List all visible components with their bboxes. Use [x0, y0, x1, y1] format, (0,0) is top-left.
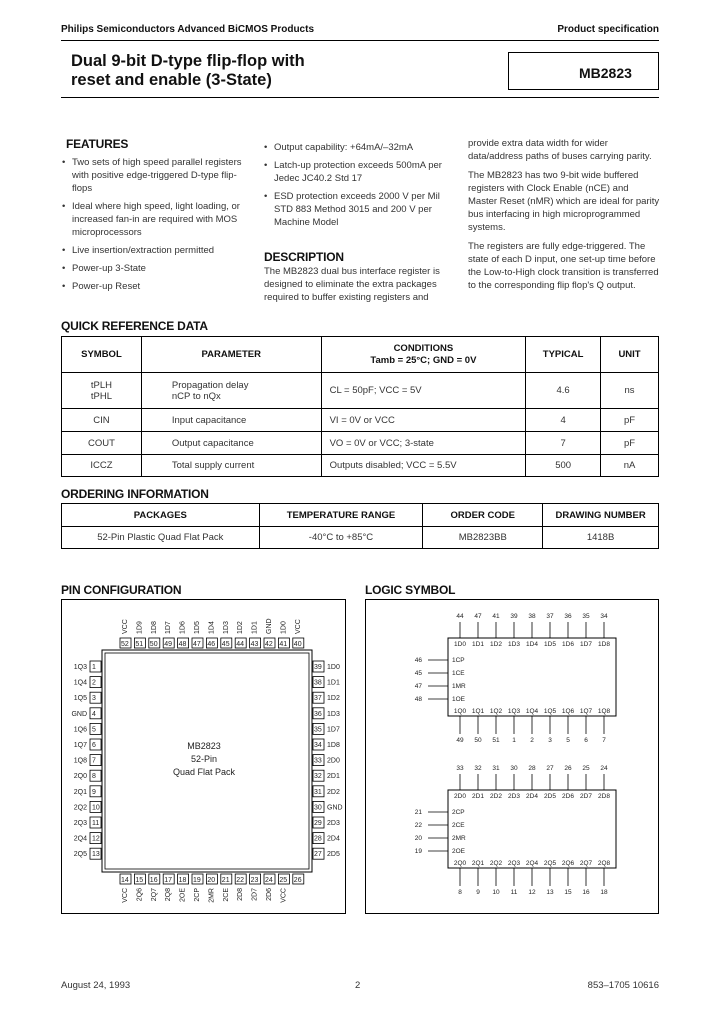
col-packages: PACKAGES: [62, 504, 260, 527]
pin-name: 1D0: [280, 621, 288, 634]
description-p2: provide extra data width for wider data/address paths of buses carrying parity.: [468, 138, 652, 162]
pin-name: 2Q4: [73, 835, 87, 843]
header-rule: [61, 40, 659, 41]
pin-name: 2D5: [327, 851, 340, 859]
pin-number: 6: [92, 742, 96, 749]
cell-cond: Outputs disabled; VCC = 5.5V: [321, 455, 526, 477]
output-label: 2Q4: [525, 860, 539, 867]
pin-number: 3: [92, 695, 96, 703]
pin-number: 26: [564, 765, 572, 772]
pin-number: 20: [414, 835, 422, 842]
pin-name: 2CP: [194, 888, 201, 902]
pin-number: 52: [121, 641, 129, 648]
output-label: 1Q8: [597, 708, 611, 715]
pin-number: 1: [512, 737, 516, 744]
pin-name: 1D6: [179, 621, 187, 634]
pin-number: 22: [236, 877, 244, 884]
output-label: 1Q5: [543, 708, 557, 715]
control-label: 2MR: [452, 835, 466, 842]
description-heading: DESCRIPTION: [264, 250, 344, 264]
cell-param: Total supply current: [141, 455, 321, 477]
pin-name: 2D1: [327, 773, 340, 781]
pin-number: 50: [474, 737, 482, 744]
pin-number: 33: [456, 765, 464, 772]
pin-number: 16: [582, 889, 590, 896]
pin-name: VCC: [122, 888, 129, 903]
page-title: Dual 9-bit D-type flip-flop with reset and enable (3-State): [71, 52, 305, 89]
table-row: [62, 527, 659, 549]
cell-temp: -40°C to +85°C: [259, 527, 423, 549]
cell-package: 52-Pin Plastic Quad Flat Pack: [62, 527, 260, 549]
table-row: [62, 455, 659, 477]
description-p1: The MB2823 dual bus interface register is designed to eliminate the extra packages required to buffer existing registers and: [264, 266, 440, 303]
pin-number: 48: [178, 641, 187, 648]
part-number: MB2823: [579, 65, 632, 81]
pin-name: 2CE: [222, 888, 230, 902]
pin-number: 4: [92, 710, 96, 718]
quick-ref-table: [61, 336, 659, 477]
pin-number: 35: [314, 726, 322, 734]
pin-number: 10: [92, 804, 100, 812]
pin-number: 44: [456, 613, 464, 620]
pin-name: 1D0: [327, 664, 340, 671]
pin-number: 11: [92, 820, 100, 827]
feature-item: • ESD protection exceeds 2000 V per Mil STD 883 Method 3015 and 200 V per Machine Model: [264, 190, 454, 229]
output-label: 2Q2: [489, 860, 503, 867]
register-2-block: [448, 790, 616, 868]
cell-typ: 4.6: [526, 373, 601, 409]
pin-number: 37: [546, 613, 554, 620]
pin-number: 33: [314, 757, 322, 765]
pin-number: 44: [236, 641, 244, 648]
pin-name: 1D2: [327, 695, 340, 703]
input-label: 2D2: [490, 793, 502, 800]
pin-number: 16: [149, 877, 158, 884]
pin-number: 31: [492, 765, 500, 772]
feature-item: • Power-up 3-State: [62, 262, 247, 275]
pin-number: 9: [92, 788, 96, 796]
pin-name: 2Q6: [136, 888, 144, 902]
input-label: 2D7: [580, 793, 592, 800]
cell-param: Output capacitance: [141, 432, 321, 455]
features-heading: FEATURES: [66, 137, 129, 151]
pin-number: 36: [314, 710, 322, 718]
pin-number: 12: [528, 889, 536, 896]
pin-config-diagram: [62, 600, 347, 915]
pin-name: 1Q8: [73, 757, 87, 765]
col-drawing-number: DRAWING NUMBER: [543, 504, 659, 527]
pin-name: 1D3: [327, 710, 340, 718]
input-label: 1D0: [454, 641, 466, 648]
register-1-block: [448, 638, 616, 716]
pin-name: GND: [266, 618, 273, 634]
output-label: 2Q5: [543, 860, 557, 867]
pin-number: 23: [250, 877, 259, 884]
pin-number: 21: [414, 809, 422, 816]
pin-number: 14: [121, 877, 129, 884]
output-label: 2Q0: [453, 860, 467, 867]
pin-number: 3: [548, 737, 552, 744]
output-label: 1Q3: [507, 708, 521, 715]
features-list-2: [264, 141, 454, 234]
control-label: 1OE: [452, 696, 466, 703]
pin-number: 18: [178, 877, 187, 884]
footer-page: 2: [355, 980, 361, 991]
cell-cond: VI = 0V or VCC: [321, 409, 526, 432]
pin-number: 51: [135, 641, 144, 648]
pin-name: 1Q3: [73, 664, 87, 671]
feature-item: • Output capability: +64mA/–32mA: [264, 141, 454, 154]
output-label: 1Q0: [453, 708, 467, 715]
pin-name: 2D7: [251, 888, 259, 901]
company-name: Philips Semiconductors Advanced BiCMOS Products: [61, 24, 315, 35]
pin-name: 1Q5: [73, 695, 87, 703]
control-label: 2CE: [452, 822, 465, 829]
pin-number: 17: [164, 877, 172, 884]
input-label: 2D0: [454, 793, 466, 800]
pin-number: 35: [582, 613, 590, 620]
pin-number: 25: [582, 765, 590, 772]
cell-unit: nA: [601, 455, 659, 477]
feature-item: • Two sets of high speed parallel registers with positive edge-triggered D-type flip-flops: [62, 156, 247, 195]
chip-label: Quad Flat Pack: [172, 767, 236, 777]
cell-symbol: ICCZ: [62, 455, 142, 477]
cell-typ: 500: [526, 455, 601, 477]
pin-number: 46: [414, 657, 422, 664]
pin-number: 9: [476, 889, 480, 896]
input-label: 2D3: [508, 793, 520, 800]
pin-number: 32: [314, 773, 322, 781]
feature-item: • Live insertion/extraction permitted: [62, 244, 247, 257]
pin-number: 5: [92, 726, 96, 734]
document-type: Product specification: [557, 24, 659, 35]
pin-number: 19: [414, 848, 422, 855]
pin-number: 49: [456, 737, 464, 744]
pin-name: GND: [71, 710, 87, 718]
pin-config-heading: PIN CONFIGURATION: [61, 583, 182, 597]
input-label: 2D5: [544, 793, 556, 800]
pin-number: 2: [92, 679, 96, 687]
cell-unit: ns: [601, 373, 659, 409]
logic-symbol-diagram: [366, 600, 660, 915]
pin-number: 10: [492, 889, 500, 896]
pin-name: 1D8: [327, 742, 340, 749]
pin-name: 1D2: [237, 621, 245, 634]
cell-drawing: 1418B: [543, 527, 659, 549]
pin-name: 2Q2: [73, 804, 87, 812]
output-label: 2Q1: [471, 860, 485, 867]
pin-number: 39: [510, 613, 518, 620]
pin-number: 30: [510, 765, 518, 772]
pin-name: 1Q4: [73, 679, 87, 687]
pin-name: 1D3: [222, 621, 230, 634]
description-p3: The MB2823 has two 9-bit wide buffered registers with Clock Enable (nCE) and Master Reset (nMR) which are ideal for parity bus interfacing in high microprogrammed systems.: [468, 170, 660, 233]
logic-symbol-figure: [365, 599, 659, 914]
feature-item: • Power-up Reset: [62, 280, 247, 293]
pin-number: 27: [314, 851, 322, 859]
cell-code: MB2823BB: [423, 527, 543, 549]
cell-typ: 7: [526, 432, 601, 455]
features-list: [62, 156, 247, 298]
table-row: [62, 432, 659, 455]
pin-number: 1: [92, 664, 96, 671]
footer-date: August 24, 1993: [61, 980, 131, 991]
pin-number: 7: [602, 737, 606, 744]
footer-code: 853–1705 10616: [587, 980, 659, 991]
pin-name: 1D1: [251, 621, 259, 634]
input-label: 1D8: [598, 641, 610, 648]
cell-symbol: COUT: [62, 432, 142, 455]
control-label: 1CE: [452, 670, 465, 677]
pin-number: 22: [414, 822, 422, 829]
pin-name: 2D6: [266, 888, 273, 901]
pin-name: 1Q6: [73, 726, 87, 734]
input-label: 1D2: [490, 641, 502, 648]
pin-name: 1D1: [327, 679, 340, 687]
chip-label: MB2823: [187, 741, 221, 751]
logic-symbol-heading: LOGIC SYMBOL: [365, 583, 456, 597]
pin-number: 49: [164, 641, 172, 648]
pin-number: 38: [314, 679, 322, 687]
output-label: 1Q4: [525, 708, 539, 715]
pin-name: 2Q5: [73, 851, 87, 859]
pin-name: VCC: [122, 619, 129, 634]
pin-name: 1D7: [327, 726, 340, 734]
pin-number: 31: [314, 788, 322, 796]
pin-name: 2D4: [327, 835, 340, 843]
pin-number: 51: [492, 737, 500, 744]
pin-name: 2Q0: [73, 773, 87, 781]
pin-number: 48: [414, 696, 422, 703]
pin-number: 41: [279, 641, 288, 648]
ordering-table: [61, 503, 659, 549]
control-label: 2OE: [452, 848, 466, 855]
pin-number: 38: [528, 613, 536, 620]
output-label: 1Q7: [579, 708, 593, 715]
pin-number: 47: [414, 683, 422, 690]
pin-number: 2: [530, 737, 534, 744]
input-label: 2D1: [472, 793, 484, 800]
input-label: 2D8: [598, 793, 610, 800]
pin-number: 20: [207, 877, 216, 884]
pin-number: 13: [92, 851, 100, 859]
pin-number: 46: [207, 641, 216, 648]
control-label: 1CP: [452, 657, 465, 664]
quick-ref-heading: QUICK REFERENCE DATA: [61, 319, 208, 333]
pin-name: VCC: [280, 888, 288, 903]
description-col3: [468, 137, 660, 298]
col-parameter: PARAMETER: [141, 337, 321, 373]
col-typical: TYPICAL: [526, 337, 601, 373]
pin-name: 2D0: [327, 757, 340, 765]
cell-param: Propagation delay nCP to nQx: [141, 373, 321, 409]
pin-number: 18: [600, 889, 608, 896]
pin-number: 32: [474, 765, 482, 772]
input-label: 1D1: [472, 641, 484, 648]
pin-number: 7: [92, 757, 96, 765]
pin-number: 8: [92, 773, 96, 781]
pin-name: 2Q7: [150, 888, 158, 902]
pin-name: 2D2: [327, 788, 340, 796]
control-label: 1MR: [452, 683, 466, 690]
output-label: 1Q2: [489, 708, 503, 715]
cell-unit: pF: [601, 409, 659, 432]
title-rule: [61, 97, 659, 98]
ordering-heading: ORDERING INFORMATION: [61, 487, 209, 501]
pin-name: GND: [327, 804, 343, 812]
input-label: 1D7: [580, 641, 592, 648]
feature-item: • Ideal where high speed, light loading, or increased fan-in are required with MOS microprocessors: [62, 200, 247, 239]
pin-name: 2MR: [208, 888, 216, 903]
cell-unit: pF: [601, 432, 659, 455]
feature-item: • Latch-up protection exceeds 500mA per Jedec JC40.2 Std 17: [264, 159, 454, 185]
pin-number: 42: [265, 641, 273, 648]
col-temperature: TEMPERATURE RANGE: [259, 504, 423, 527]
pin-name: 1Q7: [73, 742, 87, 749]
pin-number: 29: [314, 820, 322, 827]
pin-name: VCC: [294, 619, 302, 634]
output-label: 2Q7: [579, 860, 593, 867]
pin-number: 47: [193, 641, 201, 648]
col-unit: UNIT: [601, 337, 659, 373]
pin-number: 41: [492, 613, 500, 620]
pin-number: 5: [566, 737, 570, 744]
description-p4: The registers are fully edge-triggered. The state of each D input, one set-up time before the Low-to-High clock transition is transferred to the corresponding flip flop's Q output.: [468, 241, 659, 291]
output-label: 1Q6: [561, 708, 575, 715]
pin-number: 43: [250, 641, 259, 648]
col-order-code: ORDER CODE: [423, 504, 543, 527]
pin-number: 8: [458, 889, 462, 896]
pin-number: 26: [293, 877, 302, 884]
pin-number: 25: [279, 877, 288, 884]
pin-number: 28: [528, 765, 536, 772]
pin-name: 2OE: [179, 888, 187, 903]
pin-number: 34: [600, 613, 608, 620]
pin-number: 30: [314, 804, 322, 812]
cell-cond: VO = 0V or VCC; 3-state: [321, 432, 526, 455]
cell-symbol: tPLH tPHL: [62, 373, 142, 409]
table-row: [62, 409, 659, 432]
pin-name: 1D8: [150, 621, 158, 634]
pin-number: 50: [149, 641, 158, 648]
output-label: 2Q3: [507, 860, 521, 867]
col-symbol: SYMBOL: [62, 337, 142, 373]
pin-number: 6: [584, 737, 588, 744]
pin-number: 19: [193, 877, 201, 884]
pin-name: 2D8: [237, 888, 245, 901]
output-label: 1Q1: [471, 708, 485, 715]
pin-number: 28: [314, 835, 322, 843]
pin-name: 2Q3: [73, 820, 87, 827]
pin-name: 1D9: [136, 621, 144, 634]
cell-cond: CL = 50pF; VCC = 5V: [321, 373, 526, 409]
pin-name: 2Q1: [73, 788, 87, 796]
pin-number: 15: [564, 889, 572, 896]
input-label: 2D6: [562, 793, 574, 800]
output-label: 2Q8: [597, 860, 611, 867]
table-row: [62, 373, 659, 409]
pin-name: 1D5: [194, 621, 201, 634]
cell-param: Input capacitance: [141, 409, 321, 432]
control-label: 2CP: [452, 809, 465, 816]
pin-number: 45: [221, 641, 230, 648]
pin-number: 45: [414, 670, 422, 677]
pin-number: 47: [474, 613, 482, 620]
pin-number: 39: [314, 664, 322, 671]
input-label: 1D3: [508, 641, 520, 648]
col-conditions: CONDITIONS Tamb = 25°C; GND = 0V: [321, 337, 526, 373]
pin-number: 15: [135, 877, 144, 884]
input-label: 2D4: [526, 793, 538, 800]
chip-label: 52-Pin: [190, 754, 218, 764]
pin-name: 2D3: [327, 820, 340, 827]
pin-number: 37: [314, 695, 322, 703]
pin-number: 13: [546, 889, 554, 896]
pin-number: 11: [510, 889, 518, 896]
output-label: 2Q6: [561, 860, 575, 867]
cell-typ: 4: [526, 409, 601, 432]
pin-number: 34: [314, 742, 322, 749]
cell-symbol: CIN: [62, 409, 142, 432]
part-number-box: [508, 52, 659, 90]
pin-config-figure: [61, 599, 346, 914]
input-label: 1D4: [526, 641, 538, 648]
pin-number: 36: [564, 613, 572, 620]
input-label: 1D5: [544, 641, 556, 648]
pin-number: 24: [265, 877, 273, 884]
pin-number: 21: [221, 877, 230, 884]
pin-name: 1D4: [208, 621, 216, 634]
pin-name: 1D7: [165, 621, 173, 634]
pin-number: 40: [293, 641, 302, 648]
pin-number: 24: [600, 765, 608, 772]
pin-number: 12: [92, 835, 100, 843]
pin-number: 27: [546, 765, 554, 772]
input-label: 1D6: [562, 641, 574, 648]
pin-name: 2Q8: [165, 888, 173, 902]
